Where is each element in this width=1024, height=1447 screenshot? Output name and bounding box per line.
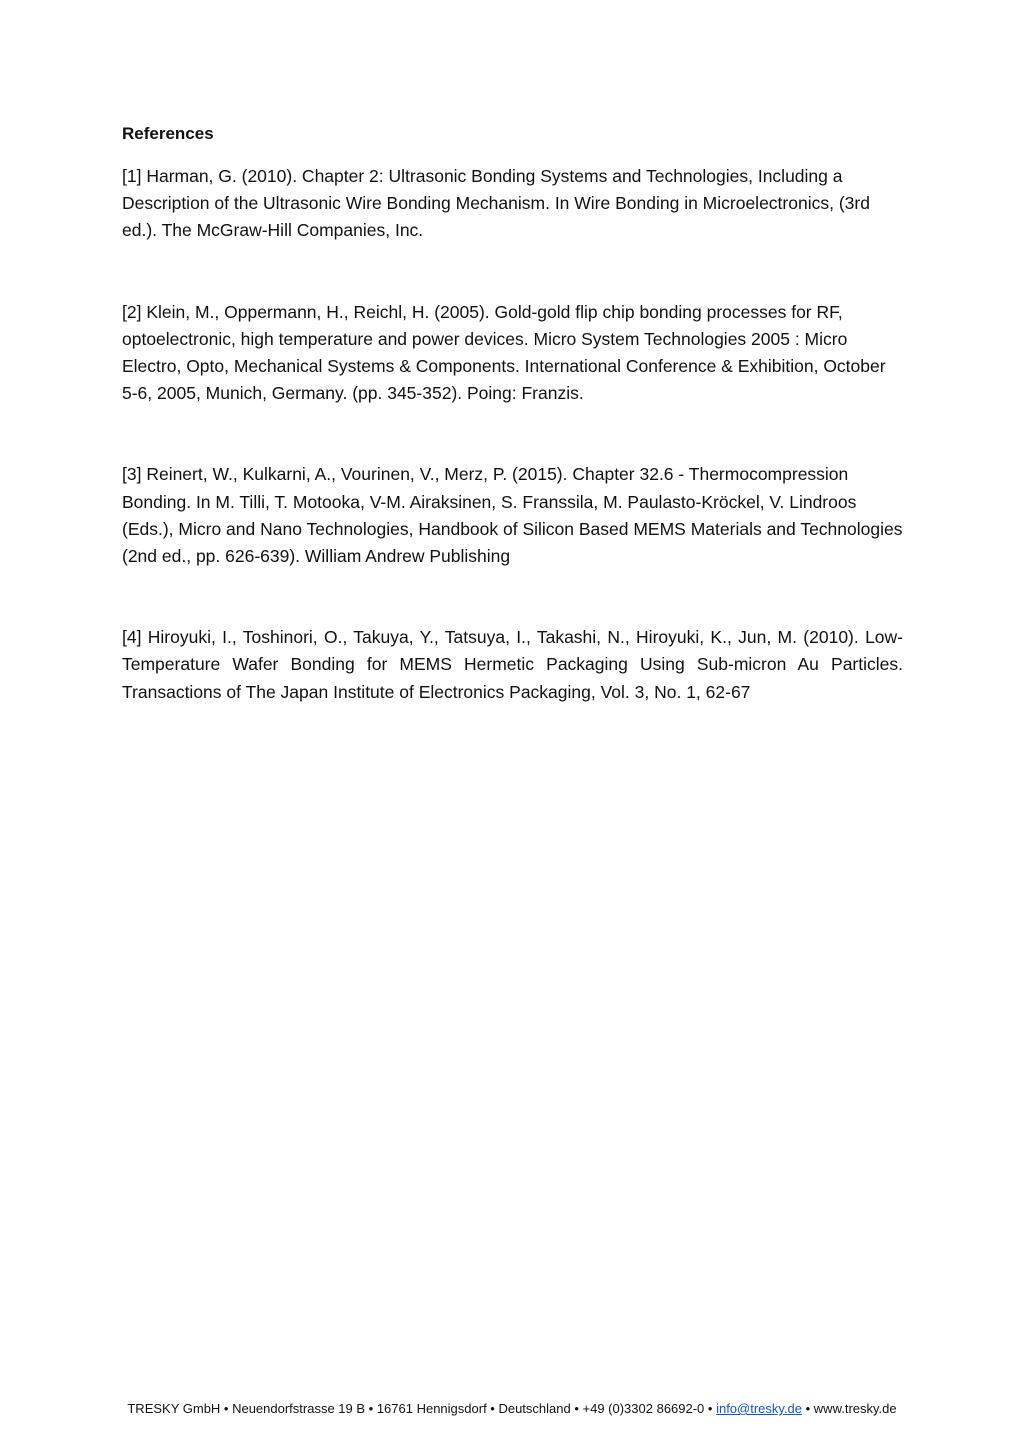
reference-item-4: [4] Hiroyuki, I., Toshinori, O., Takuya, Y., Tatsuya, I., Takashi, N., Hiroyuki, K., Jun, M. (2010). Low-Temperature Wafer Bonding for MEMS Hermetic Packaging Using Sub-micron Au Particles. Transactions of The Japan Institute of Electronics Packaging, Vol. 3, No. 1, 62-67 xyxy=(122,627,903,702)
footer-address: TRESKY GmbH • Neuendorfstrasse 19 B • 16761 Hennigsdorf • Deutschland • +49 (0)3302 86692-0 • xyxy=(127,1401,717,1416)
footer-website: • www.tresky.de xyxy=(802,1401,897,1416)
page-footer xyxy=(0,1400,1024,1418)
references-section xyxy=(122,122,903,706)
reference-item-2: [2] Klein, M., Oppermann, H., Reichl, H. (2005). Gold-gold flip chip bonding processes for RF, optoelectronic, high temperature and power devices. Micro System Technologies 2005 : Micro Electro, Opto, Mechanical Systems & Components. International Conference & Exhibition, October 5-6, 2005, Munich, Germany. (pp. 345-352). Poing: Franzis. xyxy=(122,301,886,404)
footer-email-link[interactable]: info@tresky.de xyxy=(716,1401,803,1416)
reference-item-1: [1] Harman, G. (2010). Chapter 2: Ultrasonic Bonding Systems and Technologies, Including a Description of the Ultrasonic Wire Bonding Mechanism. In Wire Bonding in Microelectronics, (3rd ed.). The McGraw-Hill Companies, Inc. xyxy=(122,166,870,241)
references-heading: References xyxy=(122,124,214,143)
reference-item-3: [3] Reinert, W., Kulkarni, A., Vourinen, V., Merz, P. (2015). Chapter 32.6 - Thermocompression Bonding. In M. Tilli, T. Motooka, V-M. Airaksinen, S. Franssila, M. Paulasto-Kröckel, V. Lindroos (Eds.), Micro and Nano Technologies, Handbook of Silicon Based MEMS Materials and Technologies (2nd ed., pp. 626-639). William Andrew Publishing xyxy=(122,464,903,567)
